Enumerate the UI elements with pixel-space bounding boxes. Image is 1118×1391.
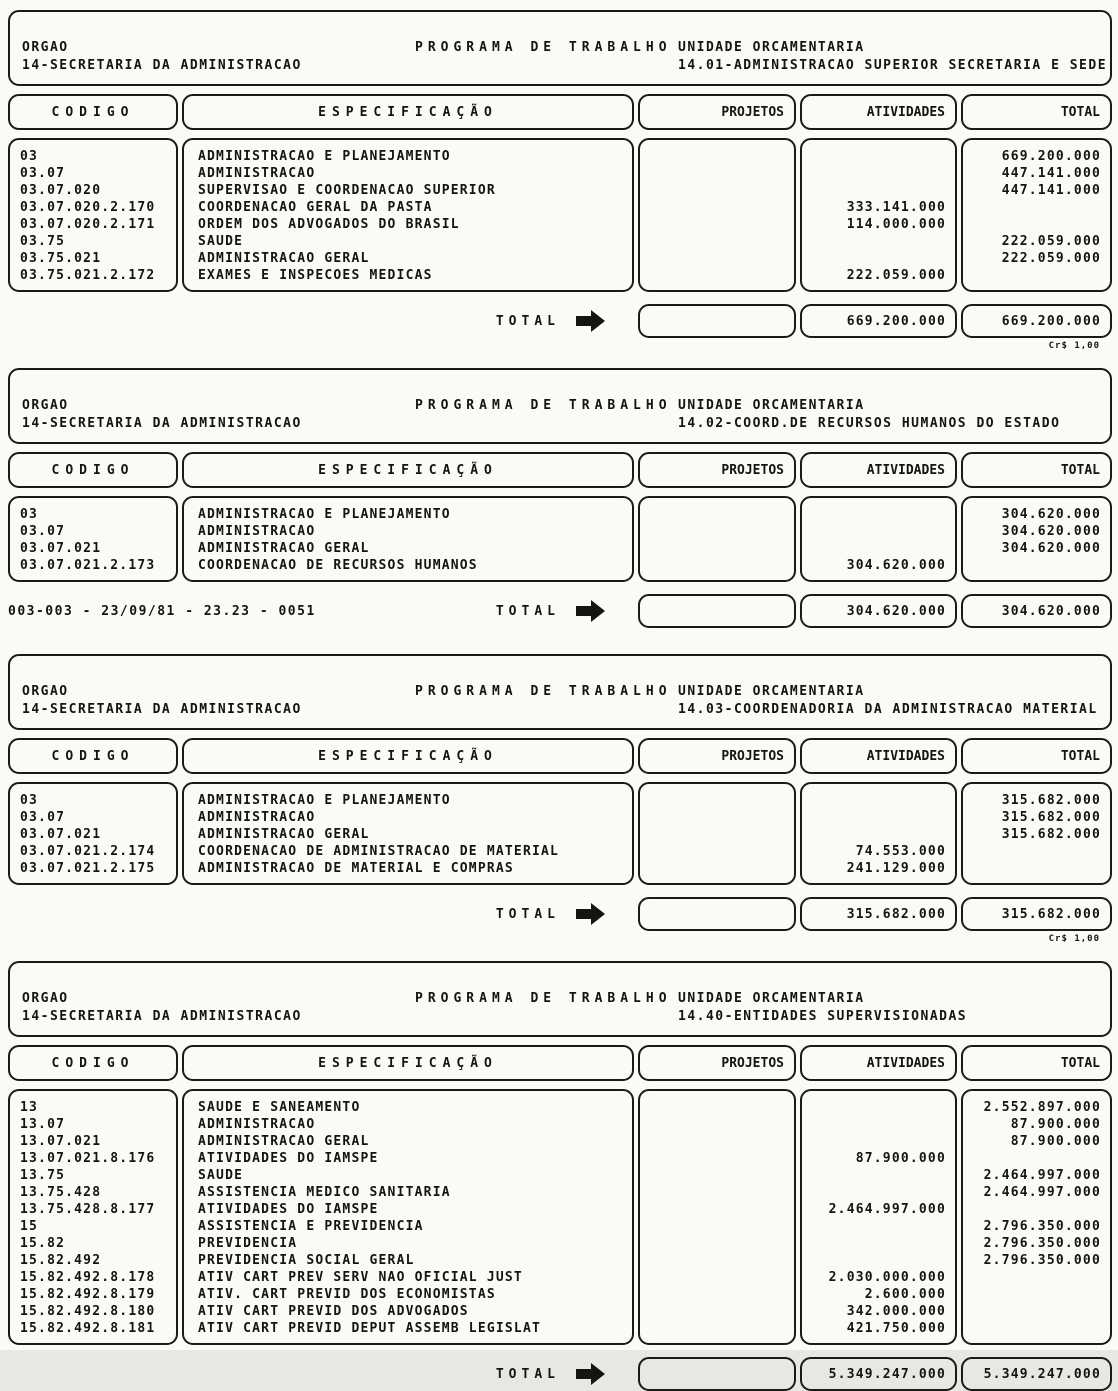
table-cell-codigo: 13.75.428.8.177 (20, 1202, 156, 1217)
table-cell-total (963, 843, 1110, 860)
table-cell-projetos (640, 148, 794, 165)
codigo-column (8, 782, 178, 885)
table-cell-especificacao: ATIV CART PREV SERV NAO OFICIAL JUST (198, 1270, 523, 1285)
table-cell-codigo: 03.07.021.2.175 (20, 861, 156, 876)
total-row (8, 897, 1112, 931)
table-cell-especificacao: ADMINISTRACAO (198, 166, 316, 181)
table-cell-total: 315.682.000 (1001, 793, 1101, 808)
table-cell-especificacao: EXAMES E INSPECOES MEDICAS (198, 268, 433, 283)
column-header-total: TOTAL (961, 738, 1112, 774)
total-column (961, 782, 1112, 885)
atividades-column (800, 496, 957, 582)
table-cell-codigo: 15.82 (20, 1236, 66, 1251)
orgao-label: ORGAO (22, 991, 69, 1006)
table-cell-projetos (640, 1150, 794, 1167)
table-cell-total: 315.682.000 (1001, 827, 1101, 842)
table-cell-total (963, 1201, 1110, 1218)
table-cell-especificacao: ASSISTENCIA MEDICO SANITARIA (198, 1185, 451, 1200)
codigo-column (8, 496, 178, 582)
table-cell-especificacao: ATIV CART PREVID DOS ADVOGADOS (198, 1304, 469, 1319)
table-cell-codigo: 15.82.492.8.179 (20, 1287, 156, 1302)
column-header-especificacao: ESPECIFICAÇÃO (182, 452, 634, 488)
total-arrow-icon (574, 598, 606, 624)
unidade-label: UNIDADE ORCAMENTARIA (678, 40, 865, 55)
table-cell-codigo: 03 (20, 507, 39, 522)
unidade-block (678, 684, 1098, 717)
total-projetos-cell (638, 594, 796, 628)
table-cell-total (963, 860, 1110, 877)
table-cell-atividades: 222.059.000 (846, 268, 946, 283)
orgao-value: 14-SECRETARIA DA ADMINISTRACAO (22, 702, 302, 717)
table-cell-total: 669.200.000 (1001, 149, 1101, 164)
table-cell-atividades: 241.129.000 (846, 861, 946, 876)
table-cell-atividades (802, 792, 955, 809)
table-cell-codigo: 03 (20, 149, 39, 164)
table-cell-atividades (802, 540, 955, 557)
table-cell-atividades: 114.000.000 (846, 217, 946, 232)
unidade-block (678, 40, 1107, 73)
table-cell-total (963, 1269, 1110, 1286)
table-cell-projetos (640, 1286, 794, 1303)
table-cell-codigo: 03.07.020 (20, 183, 102, 198)
table-cell-atividades (802, 148, 955, 165)
table-cell-atividades (802, 1116, 955, 1133)
table-cell-especificacao: SAUDE (198, 1168, 244, 1183)
total-atividades-cell: 669.200.000 (800, 304, 957, 338)
programa-title: PROGRAMA DE TRABALHO (415, 40, 672, 55)
column-header-especificacao: ESPECIFICAÇÃO (182, 94, 634, 130)
column-header-especificacao: ESPECIFICAÇÃO (182, 1045, 634, 1081)
total-atividades-cell: 5.349.247.000 (800, 1357, 957, 1391)
table-cell-especificacao: PREVIDENCIA (198, 1236, 298, 1251)
table-cell-especificacao: PREVIDENCIA SOCIAL GERAL (198, 1253, 415, 1268)
table-cell-total: 304.620.000 (1001, 541, 1101, 556)
column-header-projetos: PROJETOS (638, 94, 796, 130)
table-cell-projetos (640, 826, 794, 843)
table-cell-codigo: 13.75 (20, 1168, 66, 1183)
table-cell-atividades: 304.620.000 (846, 558, 946, 573)
total-label: TOTAL (495, 1366, 560, 1382)
total-atividades-cell: 315.682.000 (800, 897, 957, 931)
atividades-column (800, 138, 957, 292)
projetos-column (638, 782, 796, 885)
table-cell-projetos (640, 199, 794, 216)
total-atividades-cell: 304.620.000 (800, 594, 957, 628)
table-cell-codigo: 13.75.428 (20, 1185, 102, 1200)
table-cell-codigo: 03 (20, 793, 39, 808)
total-column (961, 138, 1112, 292)
table-cell-projetos (640, 1320, 794, 1337)
table-cell-total (963, 1286, 1110, 1303)
total-row (8, 304, 1112, 338)
table-cell-total (963, 216, 1110, 233)
table-cell-projetos (640, 860, 794, 877)
budget-section-14-40 (8, 961, 1112, 1391)
codigo-column (8, 1089, 178, 1345)
table-body (8, 1089, 1112, 1345)
table-cell-especificacao: ADMINISTRACAO GERAL (198, 541, 370, 556)
table-cell-atividades (802, 523, 955, 540)
table-cell-atividades (802, 165, 955, 182)
projetos-column (638, 1089, 796, 1345)
total-label: TOTAL (495, 603, 560, 619)
especificacao-column (182, 138, 634, 292)
orgao-label: ORGAO (22, 684, 69, 699)
unidade-label: UNIDADE ORCAMENTARIA (678, 991, 865, 1006)
column-header-codigo: CODIGO (8, 738, 178, 774)
table-cell-codigo: 13.07.021 (20, 1134, 102, 1149)
total-arrow-icon (574, 1361, 606, 1387)
table-cell-atividades (802, 1167, 955, 1184)
table-cell-codigo: 03.07 (20, 810, 66, 825)
table-cell-atividades (802, 1252, 955, 1269)
table-cell-especificacao: ASSISTENCIA E PREVIDENCIA (198, 1219, 424, 1234)
column-header-codigo: CODIGO (8, 94, 178, 130)
column-header-codigo: CODIGO (8, 1045, 178, 1081)
table-cell-especificacao: ADMINISTRACAO GERAL (198, 827, 370, 842)
table-cell-total: 2.796.350.000 (983, 1236, 1101, 1251)
orgao-label: ORGAO (22, 398, 69, 413)
unidade-value: 14.40-ENTIDADES SUPERVISIONADAS (678, 1009, 968, 1024)
projetos-column (638, 138, 796, 292)
table-cell-codigo: 03.07.021 (20, 827, 102, 842)
orgao-value: 14-SECRETARIA DA ADMINISTRACAO (22, 1009, 302, 1024)
table-cell-especificacao: ADMINISTRACAO E PLANEJAMENTO (198, 507, 451, 522)
table-cell-total: 2.552.897.000 (983, 1100, 1101, 1115)
budget-section-14-02 (8, 368, 1112, 628)
table-cell-projetos (640, 1269, 794, 1286)
table-cell-total: 87.900.000 (1010, 1117, 1101, 1132)
table-cell-atividades: 2.600.000 (864, 1287, 946, 1302)
table-cell-codigo: 15.82.492.8.181 (20, 1321, 156, 1336)
table-cell-especificacao: ADMINISTRACAO (198, 1117, 316, 1132)
programa-block (415, 684, 670, 717)
table-cell-especificacao: ATIVIDADES DO IAMSPE (198, 1151, 379, 1166)
total-total-cell: 315.682.000 (961, 897, 1112, 931)
table-cell-projetos (640, 1099, 794, 1116)
table-cell-codigo: 03.07.021.2.173 (20, 558, 156, 573)
column-header-projetos: PROJETOS (638, 1045, 796, 1081)
column-header-atividades: ATIVIDADES (800, 94, 957, 130)
unidade-value: 14.01-ADMINISTRACAO SUPERIOR SECRETARIA E SEDE (678, 58, 1108, 73)
table-cell-codigo: 03.75 (20, 234, 66, 249)
budget-section-14-01 (8, 10, 1112, 354)
table-cell-especificacao: COORDENACAO GERAL DA PASTA (198, 200, 433, 215)
table-cell-projetos (640, 843, 794, 860)
table-cell-codigo: 03.75.021 (20, 251, 102, 266)
table-cell-especificacao: ATIV. CART PREVID DOS ECONOMISTAS (198, 1287, 496, 1302)
table-cell-total: 447.141.000 (1001, 183, 1101, 198)
table-cell-atividades (802, 233, 955, 250)
table-cell-total: 2.796.350.000 (983, 1219, 1101, 1234)
table-cell-atividades (802, 506, 955, 523)
table-cell-especificacao: COORDENACAO DE RECURSOS HUMANOS (198, 558, 478, 573)
table-cell-projetos (640, 1218, 794, 1235)
table-cell-projetos (640, 1235, 794, 1252)
programa-block (415, 398, 670, 431)
unidade-block (678, 991, 1098, 1024)
table-body (8, 782, 1112, 885)
table-cell-codigo: 03.07 (20, 524, 66, 539)
table-cell-total: 2.464.997.000 (983, 1168, 1101, 1183)
currency-note: Cr$ 1,00 (1048, 341, 1100, 351)
table-cell-projetos (640, 267, 794, 284)
table-cell-especificacao: SUPERVISAO E COORDENACAO SUPERIOR (198, 183, 496, 198)
table-cell-atividades (802, 250, 955, 267)
table-cell-projetos (640, 809, 794, 826)
table-cell-total: 315.682.000 (1001, 810, 1101, 825)
table-cell-total (963, 199, 1110, 216)
table-cell-total: 304.620.000 (1001, 524, 1101, 539)
orgao-value: 14-SECRETARIA DA ADMINISTRACAO (22, 58, 302, 73)
table-cell-atividades (802, 1184, 955, 1201)
table-cell-atividades (802, 809, 955, 826)
column-header-atividades: ATIVIDADES (800, 738, 957, 774)
table-cell-codigo: 15.82.492 (20, 1253, 102, 1268)
table-cell-total (963, 267, 1110, 284)
table-cell-atividades (802, 826, 955, 843)
unidade-value: 14.02-COORD.DE RECURSOS HUMANOS DO ESTADO (678, 416, 1061, 431)
table-cell-total: 87.900.000 (1010, 1134, 1101, 1149)
table-header-row (8, 1045, 1112, 1081)
currency-note: Cr$ 1,00 (1048, 934, 1100, 944)
total-arrow-icon (574, 308, 606, 334)
table-cell-projetos (640, 1133, 794, 1150)
orgao-label: ORGAO (22, 40, 69, 55)
table-cell-atividades: 342.000.000 (846, 1304, 946, 1319)
column-header-projetos: PROJETOS (638, 452, 796, 488)
table-cell-projetos (640, 1167, 794, 1184)
table-cell-atividades: 333.141.000 (846, 200, 946, 215)
table-cell-total: 2.464.997.000 (983, 1185, 1101, 1200)
especificacao-column (182, 496, 634, 582)
table-cell-especificacao: ORDEM DOS ADVOGADOS DO BRASIL (198, 217, 460, 232)
table-cell-projetos (640, 557, 794, 574)
projetos-column (638, 496, 796, 582)
table-cell-total: 304.620.000 (1001, 507, 1101, 522)
table-cell-atividades: 2.030.000.000 (828, 1270, 946, 1285)
total-arrow-icon (574, 901, 606, 927)
table-header-row (8, 452, 1112, 488)
table-cell-atividades: 74.553.000 (855, 844, 946, 859)
orgao-block (22, 40, 407, 73)
unidade-block (678, 398, 1098, 431)
table-cell-atividades (802, 1133, 955, 1150)
total-total-cell: 5.349.247.000 (961, 1357, 1112, 1391)
table-cell-atividades (802, 1218, 955, 1235)
table-cell-codigo: 03.07.020.2.171 (20, 217, 156, 232)
section-header-box (8, 10, 1112, 86)
table-cell-especificacao: ATIV CART PREVID DEPUT ASSEMB LEGISLAT (198, 1321, 542, 1336)
total-label: TOTAL (495, 906, 560, 922)
table-cell-atividades: 2.464.997.000 (828, 1202, 946, 1217)
table-cell-projetos (640, 1116, 794, 1133)
table-cell-projetos (640, 540, 794, 557)
atividades-column (800, 782, 957, 885)
print-footer-note: 003-003 - 23/09/81 - 23.23 - 0051 (8, 603, 316, 619)
budget-section-14-03 (8, 654, 1112, 947)
orgao-block (22, 398, 407, 431)
total-row (8, 594, 1112, 628)
table-cell-atividades: 87.900.000 (855, 1151, 946, 1166)
column-header-projetos: PROJETOS (638, 738, 796, 774)
table-cell-codigo: 15 (20, 1219, 39, 1234)
table-cell-projetos (640, 523, 794, 540)
table-cell-projetos (640, 1252, 794, 1269)
table-cell-codigo: 13 (20, 1100, 39, 1115)
section-header-box (8, 368, 1112, 444)
table-cell-especificacao: SAUDE (198, 234, 244, 249)
section-header-box (8, 654, 1112, 730)
table-cell-total (963, 557, 1110, 574)
table-cell-total: 447.141.000 (1001, 166, 1101, 181)
table-cell-atividades (802, 182, 955, 199)
atividades-column (800, 1089, 957, 1345)
table-cell-atividades: 421.750.000 (846, 1321, 946, 1336)
total-total-cell: 669.200.000 (961, 304, 1112, 338)
table-cell-especificacao: COORDENACAO DE ADMINISTRACAO DE MATERIAL (198, 844, 560, 859)
table-header-row (8, 738, 1112, 774)
table-cell-especificacao: ADMINISTRACAO GERAL (198, 251, 370, 266)
programa-block (415, 40, 670, 73)
programa-title: PROGRAMA DE TRABALHO (415, 684, 672, 699)
table-cell-total (963, 1320, 1110, 1337)
table-cell-especificacao: ADMINISTRACAO GERAL (198, 1134, 370, 1149)
total-column (961, 1089, 1112, 1345)
unidade-label: UNIDADE ORCAMENTARIA (678, 398, 865, 413)
table-body (8, 138, 1112, 292)
table-cell-total (963, 1150, 1110, 1167)
programa-block (415, 991, 670, 1024)
table-body (8, 496, 1112, 582)
table-cell-especificacao: ADMINISTRACAO E PLANEJAMENTO (198, 793, 451, 808)
column-header-especificacao: ESPECIFICAÇÃO (182, 738, 634, 774)
table-cell-especificacao: ATIVIDADES DO IAMSPE (198, 1202, 379, 1217)
table-cell-total: 2.796.350.000 (983, 1253, 1101, 1268)
table-cell-projetos (640, 165, 794, 182)
unidade-value: 14.03-COORDENADORIA DA ADMINISTRACAO MATERIAL (678, 702, 1098, 717)
table-cell-atividades (802, 1235, 955, 1252)
especificacao-column (182, 782, 634, 885)
table-cell-total: 222.059.000 (1001, 251, 1101, 266)
table-cell-projetos (640, 182, 794, 199)
table-cell-projetos (640, 1201, 794, 1218)
table-cell-codigo: 13.07 (20, 1117, 66, 1132)
total-column (961, 496, 1112, 582)
table-cell-codigo: 03.07.021.2.174 (20, 844, 156, 859)
table-cell-projetos (640, 792, 794, 809)
unidade-label: UNIDADE ORCAMENTARIA (678, 684, 865, 699)
total-projetos-cell (638, 1357, 796, 1391)
table-cell-codigo: 15.82.492.8.178 (20, 1270, 156, 1285)
table-cell-codigo: 03.07.020.2.170 (20, 200, 156, 215)
section-header-box (8, 961, 1112, 1037)
table-cell-projetos (640, 1184, 794, 1201)
table-cell-projetos (640, 233, 794, 250)
especificacao-column (182, 1089, 634, 1345)
table-cell-total (963, 1303, 1110, 1320)
table-cell-especificacao: ADMINISTRACAO (198, 810, 316, 825)
table-cell-especificacao: SAUDE E SANEAMENTO (198, 1100, 361, 1115)
codigo-column (8, 138, 178, 292)
table-cell-codigo: 15.82.492.8.180 (20, 1304, 156, 1319)
column-header-atividades: ATIVIDADES (800, 452, 957, 488)
table-cell-projetos (640, 216, 794, 233)
table-cell-atividades (802, 1099, 955, 1116)
total-label: TOTAL (495, 313, 560, 329)
programa-title: PROGRAMA DE TRABALHO (415, 991, 672, 1006)
column-header-total: TOTAL (961, 94, 1112, 130)
table-cell-especificacao: ADMINISTRACAO (198, 524, 316, 539)
orgao-block (22, 684, 407, 717)
table-cell-projetos (640, 506, 794, 523)
programa-title: PROGRAMA DE TRABALHO (415, 398, 672, 413)
table-cell-especificacao: ADMINISTRACAO DE MATERIAL E COMPRAS (198, 861, 514, 876)
table-cell-especificacao: ADMINISTRACAO E PLANEJAMENTO (198, 149, 451, 164)
table-cell-codigo: 03.07 (20, 166, 66, 181)
total-projetos-cell (638, 304, 796, 338)
table-cell-codigo: 03.75.021.2.172 (20, 268, 156, 283)
column-header-total: TOTAL (961, 452, 1112, 488)
table-cell-projetos (640, 250, 794, 267)
column-header-total: TOTAL (961, 1045, 1112, 1081)
column-header-codigo: CODIGO (8, 452, 178, 488)
total-total-cell: 304.620.000 (961, 594, 1112, 628)
table-cell-total: 222.059.000 (1001, 234, 1101, 249)
orgao-value: 14-SECRETARIA DA ADMINISTRACAO (22, 416, 302, 431)
orgao-block (22, 991, 407, 1024)
table-header-row (8, 94, 1112, 130)
total-projetos-cell (638, 897, 796, 931)
table-cell-codigo: 03.07.021 (20, 541, 102, 556)
total-row (8, 1357, 1112, 1391)
table-cell-projetos (640, 1303, 794, 1320)
table-cell-codigo: 13.07.021.8.176 (20, 1151, 156, 1166)
column-header-atividades: ATIVIDADES (800, 1045, 957, 1081)
